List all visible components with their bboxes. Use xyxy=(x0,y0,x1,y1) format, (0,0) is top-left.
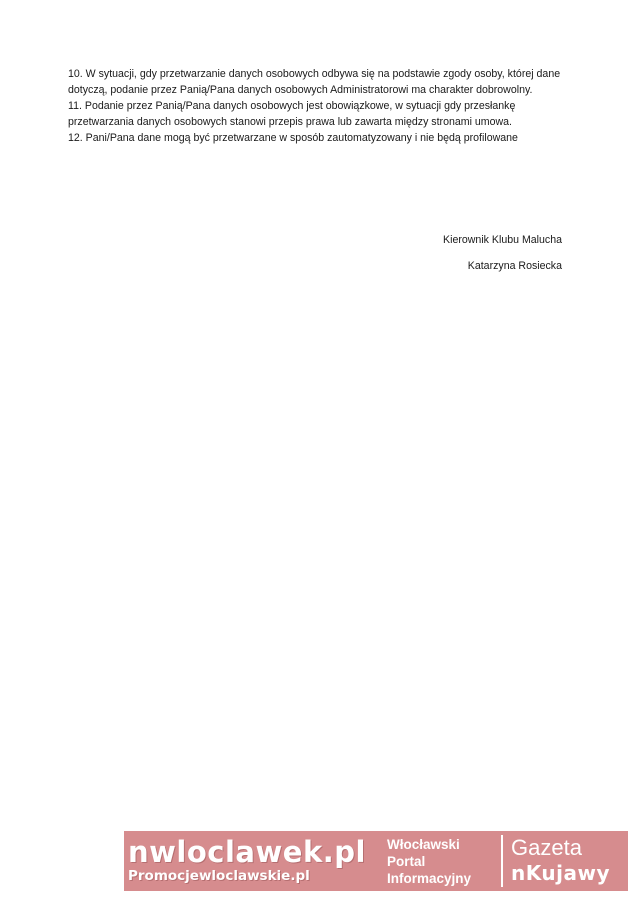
gazeta-title: Gazeta xyxy=(511,835,582,860)
banner-divider xyxy=(501,835,503,887)
portal-label xyxy=(383,836,499,887)
signature-role: Kierownik Klubu Malucha xyxy=(443,234,562,246)
brand-main-text: nwloclawek.pl xyxy=(128,835,366,869)
portal-line-1: Włocławski xyxy=(387,836,460,852)
brand-sub-text: Promocjewloclawskie.pl xyxy=(128,868,310,884)
paragraph-11: 11. Podanie przez Panią/Pana danych osobowych jest obowiązkowe, w sytuacji gdy przesłankę przetwarzania danych osobowych stanowi przepis prawa lub zawarta między stronami umowa. xyxy=(68,100,516,128)
document-body xyxy=(68,66,568,146)
gazeta-logo[interactable] xyxy=(511,836,610,886)
paragraph-12: 12. Pani/Pana dane mogą być przetwarzane w sposób zautomatyzowany i nie będą profilowane xyxy=(68,132,518,144)
footer-banner[interactable] xyxy=(124,831,628,891)
signature-block xyxy=(443,232,562,284)
portal-line-3: Informacyjny xyxy=(387,870,472,886)
brand-logo[interactable] xyxy=(124,837,383,885)
paragraph-10: 10. W sytuacji, gdy przetwarzanie danych osobowych odbywa się na podstawie zgody osoby, której dane dotyczą, podanie przez Panią/Pana danych osobowych Administratorowi ma charakter dobrowolny. xyxy=(68,68,561,96)
portal-line-2: Portal xyxy=(387,853,426,869)
gazeta-subtitle: nKujawy xyxy=(511,861,610,885)
signature-name: Katarzyna Rosiecka xyxy=(467,260,562,272)
